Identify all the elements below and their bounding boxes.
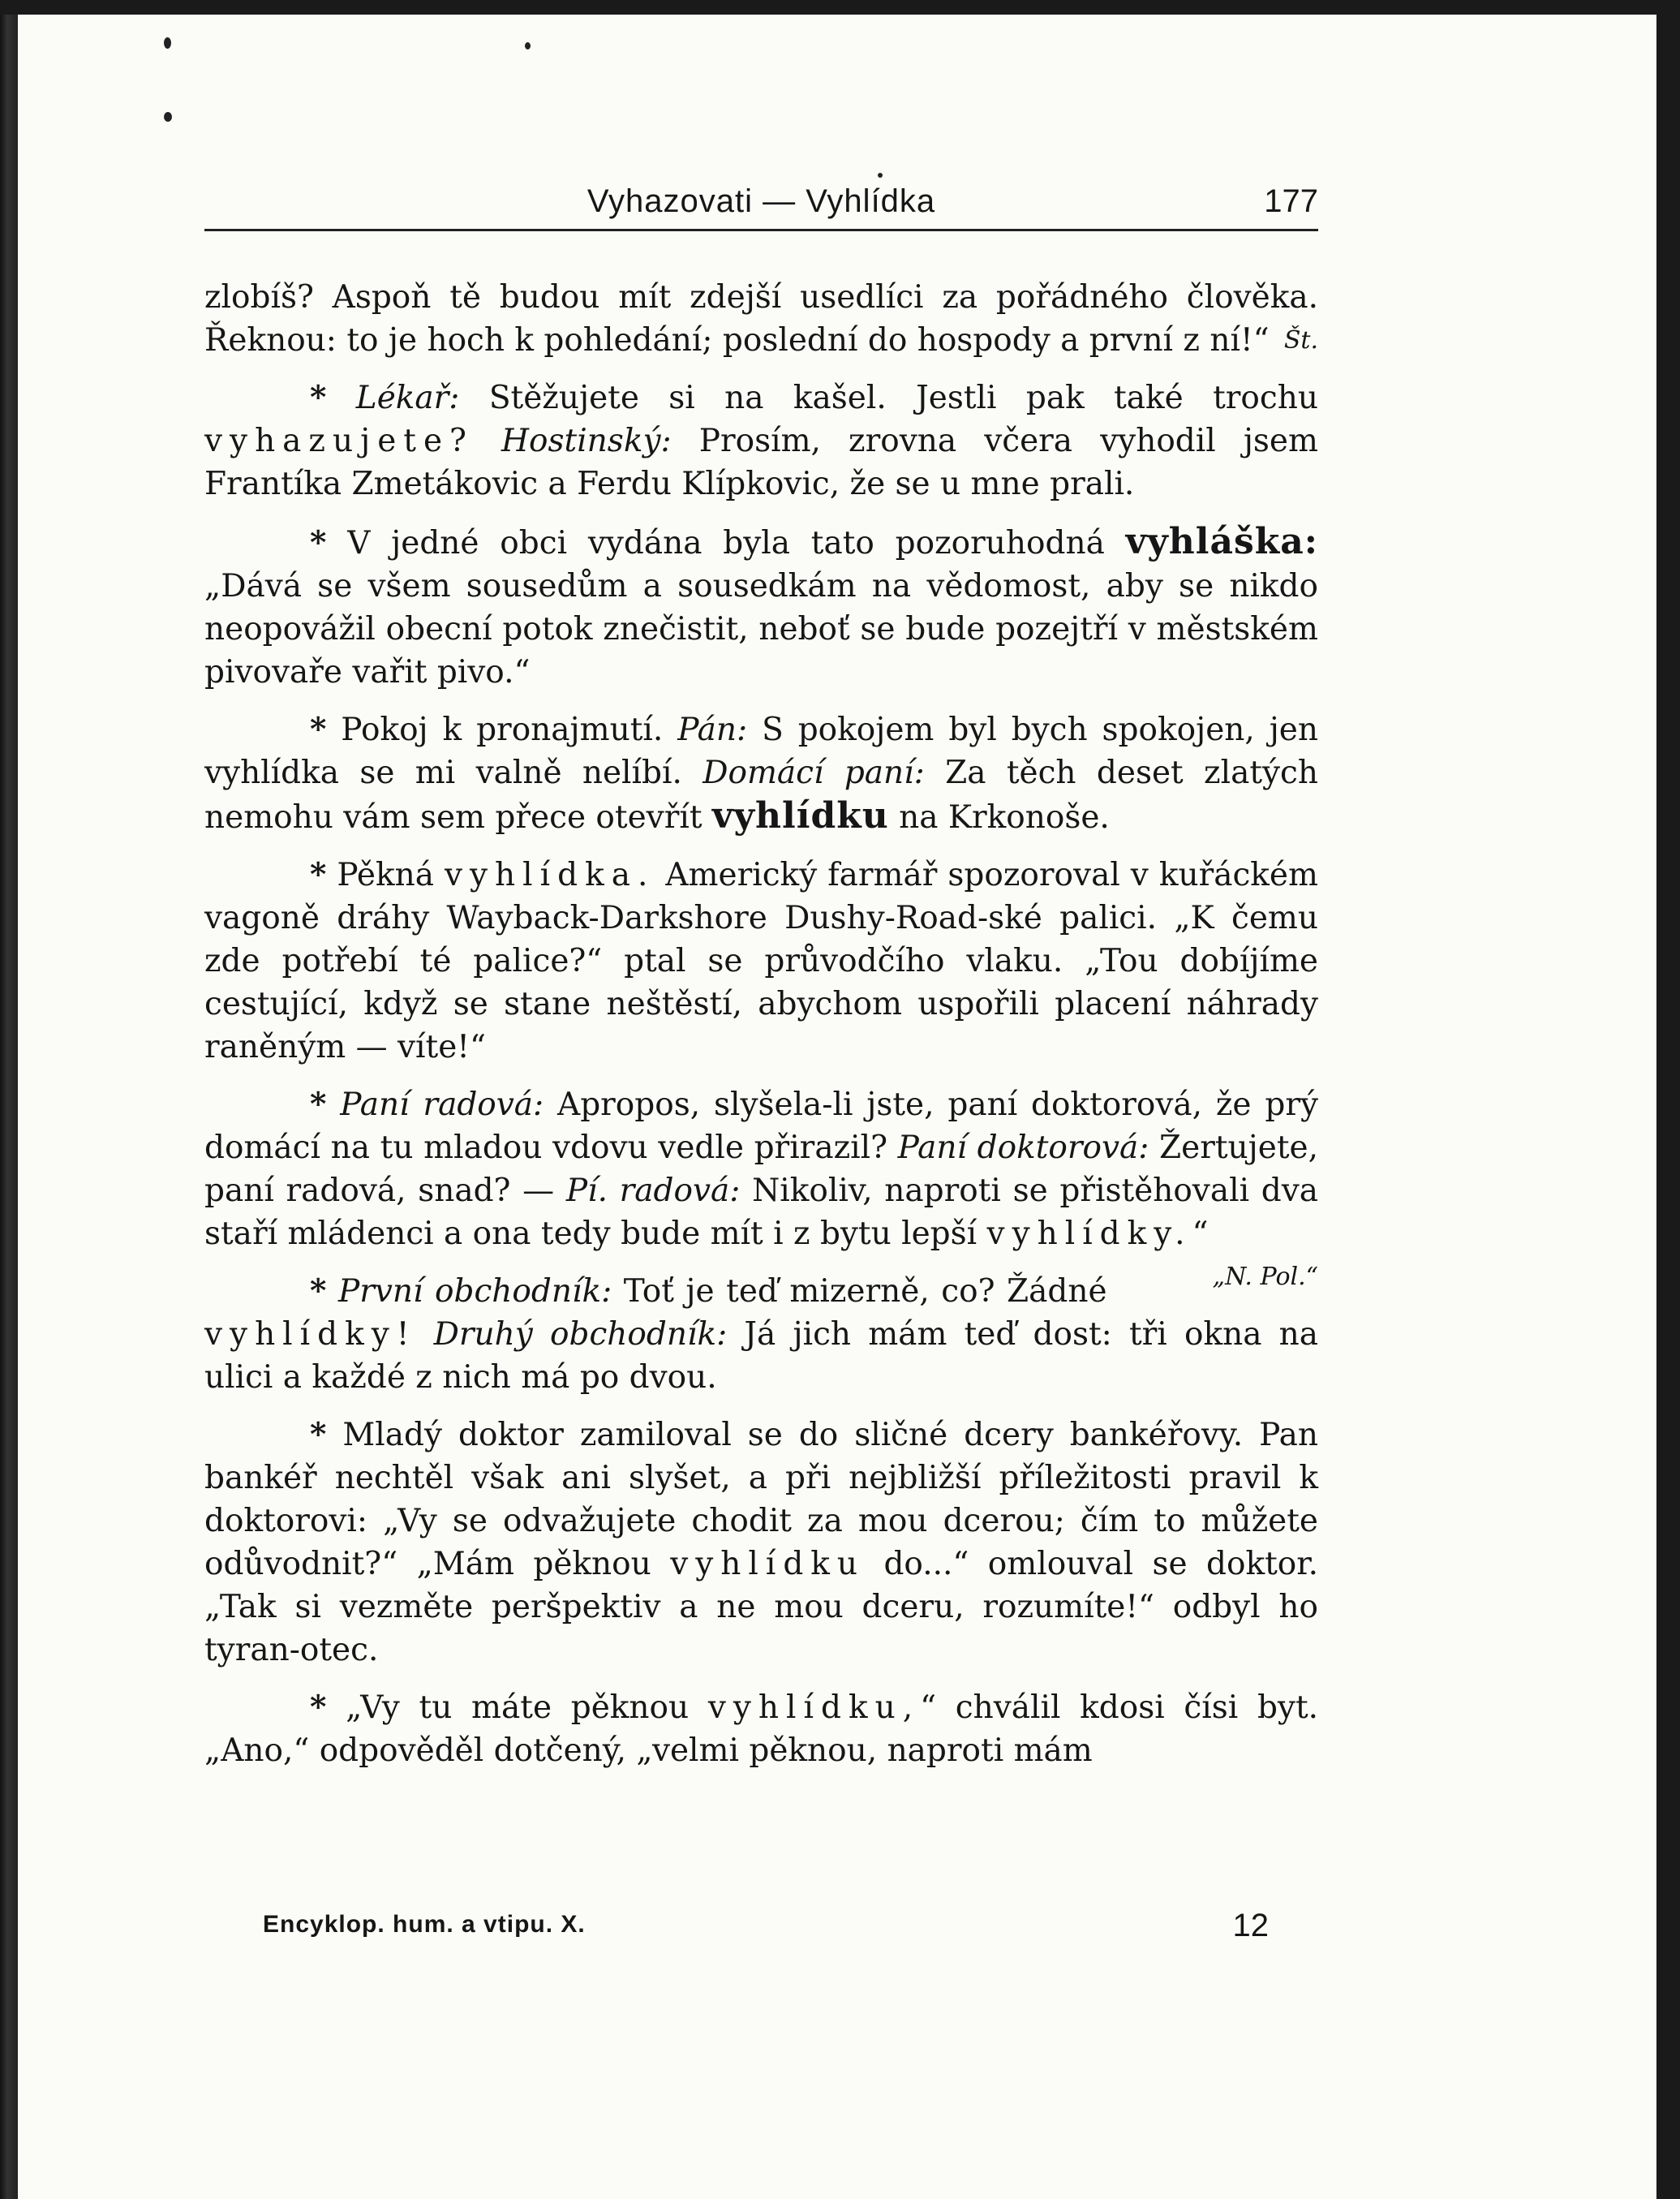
spaced-keyword: vyhlídky.“ [986, 1216, 1216, 1252]
speaker-label: Paní doktorová: [897, 1130, 1149, 1166]
paragraph-text: na Krkonoše. [888, 799, 1110, 836]
speaker-label: Lékař: [355, 380, 460, 416]
spaced-keyword: vyhlídky! [204, 1316, 417, 1353]
speaker-label: Druhý obchodník: [433, 1316, 728, 1353]
page-number: 177 [1264, 183, 1318, 219]
paragraph-text: Nikoliv, naproti se přistěhovali dva staří mládenci a ona tedy bude mít i z bytu lepší [204, 1173, 1318, 1252]
asterisk-mark: * [310, 711, 327, 748]
paragraph-text: S pokojem byl bych spokojen, jen vyhlídka se mi valně nelíbí. [204, 712, 1318, 791]
asterisk-mark: * [310, 524, 327, 562]
speck-mark [878, 173, 883, 178]
paragraph-text: „Vy tu máte pěknou [326, 1689, 708, 1726]
source-attribution: Št. [1283, 326, 1318, 355]
asterisk-mark: * [310, 379, 327, 416]
speaker-label: První obchodník: [337, 1273, 612, 1310]
book-spine [0, 15, 18, 2199]
bold-keyword: vyhlídku [711, 795, 889, 837]
spaced-keyword: vyhlídku, [707, 1689, 921, 1726]
speck-mark [525, 42, 531, 49]
paragraph-text: Prosím, zrovna včera vyhodil jsem Frantíka Zmetákovic a Ferdu Klípkovic, že se u mne prali. [204, 423, 1318, 502]
bold-keyword: vyhláška: [1125, 521, 1318, 562]
paragraph-text: Mladý doktor zamiloval se do sličné dcery bankéřovy. Pan bankéř nechtěl však ani slyšet, a při nejbližší příležitosti pravil k doktorovi: „Vy se odvažujete chodit za mou dcerou; čím to můžete odůvodnit?“ „Mám pěknou [204, 1417, 1318, 1582]
paragraph-text: Apropos, slyšela-li jste, paní doktorová, že prý domácí na tu mladou vdovu vedle přirazil? [204, 1087, 1318, 1166]
paragraph-text: Stěžujete si na kašel. Jestli pak také trochu [459, 380, 1318, 416]
spaced-keyword: vyhlídka. [444, 857, 655, 893]
paragraph-5 [204, 854, 1318, 1069]
paragraph-6 [204, 1083, 1318, 1291]
speck-mark [164, 112, 172, 122]
source-attribution: „N. Pol.“ [1212, 1263, 1318, 1291]
speaker-label: Domácí paní: [703, 755, 925, 791]
asterisk-mark: * [310, 1416, 327, 1453]
paragraph-text: Pěkná [326, 857, 445, 893]
paragraph-9 [204, 1686, 1318, 1772]
paragraph-text: Já jich mám teď dost: tři okna na ulici a každé z nich má po dvou. [204, 1316, 1319, 1396]
asterisk-mark: * [310, 856, 327, 893]
paragraph-2 [204, 377, 1318, 506]
asterisk-mark: * [310, 1086, 327, 1123]
running-header [204, 180, 1318, 231]
speck-mark [164, 37, 171, 49]
speaker-label: Pí. radová: [565, 1173, 741, 1209]
signature-line: Encyklop. hum. a vtipu. X. [263, 1911, 586, 1938]
sheet-number: 12 [1232, 1908, 1269, 1943]
speaker-label: Paní radová: [340, 1087, 544, 1123]
speaker-label: Pán: [677, 712, 748, 748]
paragraph-3 [204, 520, 1318, 694]
page-body [204, 276, 1318, 1787]
asterisk-mark: * [310, 1272, 327, 1310]
paragraph-text: zlobíš? Aspoň tě budou mít zdejší usedlíci za pořádného člověka. Řeknou: to je hoch k pohledání; poslední do hospody a první z ní!“ [204, 279, 1318, 359]
paragraph-4 [204, 708, 1318, 839]
paragraph-text: do...“ omlouval se doktor. „Tak si vezměte peršpektiv a ne mou dceru, rozumíte!“ odbyl ho tyran-otec. [204, 1546, 1318, 1668]
paragraph-text: Americký farmář spozoroval v kuřáckém vagoně dráhy Wayback-Darkshore Dushy-Road-ské palici. „K čemu zde potřebí té palice?“ ptal se průvodčího vlaku. „Tou dobíjíme cestující, když se stane neštěstí, abychom uspořili placení náhrady raněným — víte!“ [204, 857, 1318, 1065]
page-footer [263, 1908, 1269, 1952]
paragraph-text: V jedné obci vydána byla tato pozoruhodná [326, 525, 1126, 562]
spaced-keyword: vyhlídku [670, 1546, 866, 1582]
paragraph-text: Za těch deset zlatých nemohu vám sem přece otevřít [204, 755, 1318, 836]
spaced-keyword: vyhazujete? [204, 423, 474, 459]
paragraph-text: Žertujete, paní radová, snad? — [204, 1130, 1318, 1209]
speaker-label: Hostinský: [501, 423, 672, 459]
paragraph-text: “ chválil kdosi čísi byt. „Ano,“ odpověděl dotčený, „velmi pěknou, naproti mám [204, 1689, 1319, 1769]
asterisk-mark: * [310, 1689, 327, 1726]
header-title: Vyhazovati — Vyhlídka [586, 183, 936, 219]
paragraph-1 [204, 276, 1318, 362]
paragraph-text: Pokoj k pronajmutí. [326, 712, 678, 748]
paragraph-text: „Dává se všem sousedům a sousedkám na vědomost, aby se nikdo neopovážil obecní potok znečistit, neboť se bude pozejtří v městském pivovaře vařit pivo.“ [204, 568, 1318, 691]
paragraph-8 [204, 1414, 1318, 1672]
paragraph-text: Toť je teď mizerně, co? Žádné [612, 1273, 1107, 1310]
